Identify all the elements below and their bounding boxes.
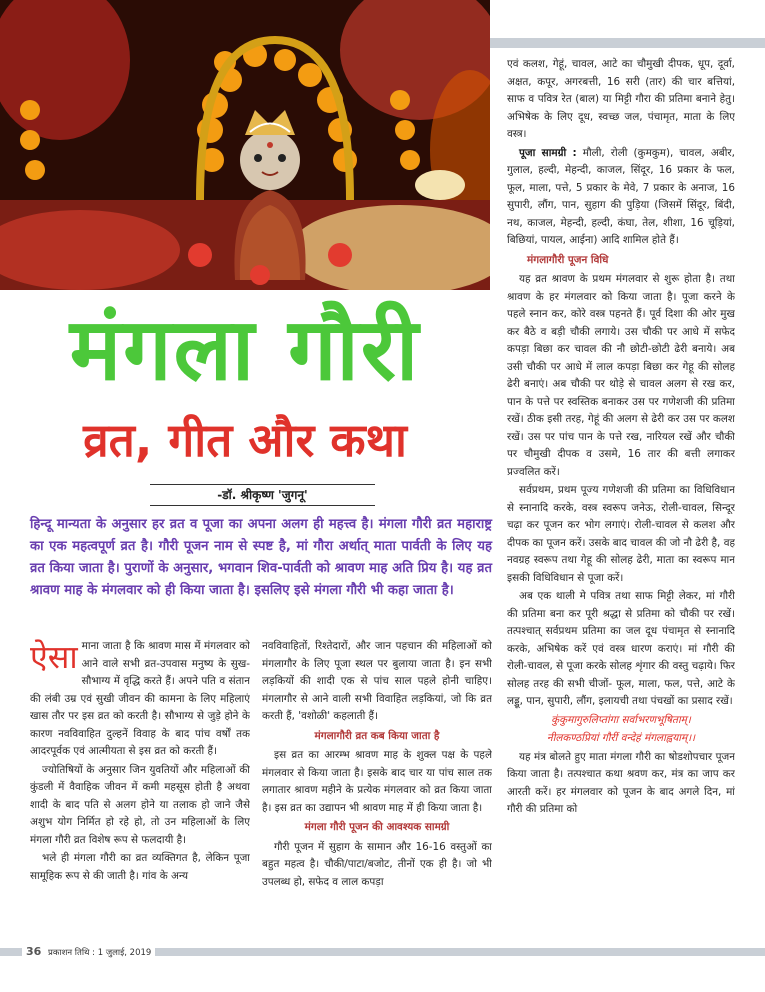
shloka-line: नीलकण्ठप्रियां गौरीं वन्देहं मंगलाह्वयाम्।। — [546, 732, 696, 744]
paragraph: भले ही मंगला गौरी का व्रत व्यक्तिगत है, लेकिन पूजा सामूहिक रूप से की जाती है। गांव के अन्य — [30, 852, 250, 882]
inline-label: पूजा सामग्री : — [519, 146, 577, 159]
article-column-1 — [30, 638, 250, 940]
paragraph: गौरी पूजन में सुहाग के सामान और 16-16 वस्तुओं का बहुत महत्व है। चौकी/पाटा/बजोट, तीनों एक ही है। जो भी उपलब्ध हो, सफेद व लाल कपड़ा — [262, 840, 492, 888]
page-subtitle: व्रत, गीत और कथा — [83, 413, 407, 467]
author-byline: -डॉ. श्रीकृष्ण 'जुगनू' — [217, 488, 308, 502]
page-number: 36 — [26, 945, 42, 958]
paragraph: सर्वप्रथम, प्रथम पूज्य गणेशजी की प्रतिमा का विधिविधान से स्नानादि करके, वस्त्र स्वरूप जनेऊ, रोली-चावल, सिन्दूर चढ़ा कर पूजन कर भोग लगाएं। रोली-चावल से कलश और दीपक का पूजन करें। उसके बाद चावल की जो नौ ढेरी है, वह नवग्रह स्वरूप तथा गेहू की सोलह ढेरी, माता का स्वरूप मान इसकी विधिविधान से पूजा करें। — [507, 484, 735, 584]
section-heading: मंगलागौरी पूजन विधि — [527, 253, 609, 266]
paragraph-text: माना जाता है कि श्रावण मास में मंगलवार को आने वाले सभी व्रत-उपवास मनुष्य के सुख-सौभाग्य में वृद्धि करते हैं। अपने पति व संतान की लंबी उम्र एवं सुखी जीवन की कामना के लिए महिलाएं खास तौर पर इस व्रत को करती है। सौभाग्य से जुड़े होने के कारण नवविवाहित दुल्हनें विवाह के बाद पांच वर्षों तक आदरपूर्वक एवं आत्मीयता से इस व्रत को करती हैं। — [30, 640, 250, 757]
paragraph: इस व्रत का आरम्भ श्रावण माह के शुक्ल पक्ष के पहले मंगलवार से किया जाता है। इसके बाद चार या पांच साल तक लगातार श्रावण महीने के प्रत्येक मंगलवार को व्रत किया जाता है। इस व्रत का उद्यापन भी श्रावण माह में ही किया जाता है। — [262, 749, 492, 814]
footer — [22, 945, 155, 958]
paragraph — [507, 145, 735, 250]
paragraph: अब एक थाली मे पवित्र तथा साफ मिट्टी लेकर, मां गौरी की प्रतिमा बना कर पूरी श्रद्धा से प्रतिमा को चौकी पर रखें। तत्पश्चात् सर्वप्रथम प्रतिमा का जल दूध पंचामृत से स्नानादि करके, अभिषेक करें एवं वस्त्र धारण कराएं। मां गौरी की रोली-चावल, से पूजा करके सोलह शृंगार की वस्तु चढ़ाये। फिर सोलह तरह की सभी चीजों- फूल, माला, फल, पत्ते, आटे के लड्डू, पान, सुपारी, लौंग, इलायची तथा पंचखों का प्रसाद रखें। — [507, 590, 735, 707]
paragraph — [30, 638, 250, 761]
paragraph: यह व्रत श्रावण के प्रथम मंगलवार से शुरू होता है। तथा श्रावण के हर मंगलवार को किया जाता है। पूजा करने के पहले स्नान कर, कोरे वस्त्र पहनते हैं। पूर्व दिशा की ओर मुख कर बैठे व बड़ी चौकी लगाये। उस चौकी पर आधे में सफेद कपड़ा बिछा कर चावल की नौ छोटी-छोटी ढेरी बनाये। अब उसी चौकी पर आधे में लाल कपड़ा बिछा कर गेहू की सोलह ढेरी बनाएं। अब चौकी पर थोड़े से चावल अलग से रख कर, पान के पत्ते पर स्वस्तिक बनाकर उस पर गणेशजी की प्रतिमा रखें। ठीक इसी तरह, गेहूं की अलग से ढेरी कर उस पर कलश रखें। उस पर पांच पान के पत्ते रख, नारियल रखें और चौकी पर चौमुखी दीपक व उसमे, 16 तार की बत्ती लगाकर प्रज्वलित करें। — [507, 273, 735, 478]
shloka-line: कुंकुमागुरुलिप्तांगा सर्वाभरणभूषिताम्। — [551, 713, 691, 726]
paragraph: एवं कलश, गेहूं, चावल, आटे का चौमुखी दीपक, धूप, दूर्वा, अक्षत, कपूर, अगरबत्ती, 16 सरी (तार) की चार बत्तियां, साफ व पवित्र रेत (बाल) या मिट्टी गौरा की प्रतिमा बनाने हेतु। अभिषेक के लिए दूध, स्वच्छ जल, पंचामृत, माता के लिए वस्त्र। — [507, 58, 735, 140]
paragraph-text: मौली, रोली (कुमकुम), चावल, अबीर, गुलाल, हल्दी, मेहन्दी, काजल, सिंदूर, 16 प्रकार के फल, फूल, माला, पत्ते, 5 प्रकार के मेवे, 7 प्रकार के अनाज, 16 सुपारी, लौंग, पान, सुहाग की पुड़िया (जिसमें सिंदूर, बिंदी, नथ, काजल, मेहन्दी, हल्दी, कंघा, तेल, शीशा, 16 चूड़ियां, बिछियां, पायल, आईना) आदि शामिल होते हैं। — [507, 146, 735, 246]
intro-paragraph: हिन्दू मान्यता के अनुसार हर व्रत व पूजा का अपना अलग ही महत्त्व है। मंगला गौरी व्रत महाराष्ट्र का एक महत्वपूर्ण व्रत है। गौरी पूजन नाम से स्पष्ट है, मां गौरा अर्थात् माता पार्वती के लिए यह व्रत किया जाता है। पुराणों के अनुसार, भगवान शिव-पार्वती को श्रावण माह अति प्रिय है। यह व्रत श्रावण माह के मंगलवार को ही किया जाता है। इसलिए इसे मंगला गौरी भी कहा जाता है। — [30, 517, 492, 598]
paragraph: ज्योतिषियों के अनुसार जिन युवतियों और महिलाओं की कुंडली में वैवाहिक जीवन में कमी महसूस होती है अथवा शादी के बाद पति से अलग होने या तलाक हो जाने जैसे अशुभ योग निर्मित हो रहे हो, तो उन महिलाओं के लिए मंगला गौरी व्रत विशेष रूप से फलदायी है। — [30, 763, 250, 846]
page-title: मंगला गौरी — [69, 300, 421, 400]
footer-text: प्रकाशन तिथि : 1 जुलाई, 2019 — [48, 948, 152, 958]
top-decorative-bar — [490, 38, 765, 48]
article-column-3 — [507, 56, 735, 944]
author-rule-top — [150, 484, 375, 485]
article-column-2 — [262, 638, 492, 950]
deity-photo — [0, 0, 490, 290]
drop-cap: ऐसा — [30, 638, 78, 676]
paragraph: नवविवाहितों, रिश्तेदारों, और जान पहचान की महिलाओं को मंगलागौर के लिए पूजा स्थल पर बुलाया जाता है। इन सभी लड़कियों की शादी एक से पांच साल पहले होनी चाहिए। मंगलागौर से आने वाली सभी विवाहित लड़कियां, जो कि व्रत करती हैं, 'वशोळी' कहलाती हैं। — [262, 640, 492, 722]
author-rule-bottom — [150, 505, 375, 506]
section-heading: मंगला गौरी पूजन की आवश्यक सामग्री — [304, 821, 450, 833]
section-heading: मंगलागौरी व्रत कब किया जाता है — [314, 729, 440, 742]
paragraph: यह मंत्र बोलते हुए माता मंगला गौरी का षोडशोपचार पूजन किया जाता है। तत्पश्चात कथा श्रवण कर, मंत्र का जाप कर आरती करें। हर मंगलवार को पूजन के बाद अगले दिन, मां गौरी की प्रतिमा को — [507, 750, 735, 815]
